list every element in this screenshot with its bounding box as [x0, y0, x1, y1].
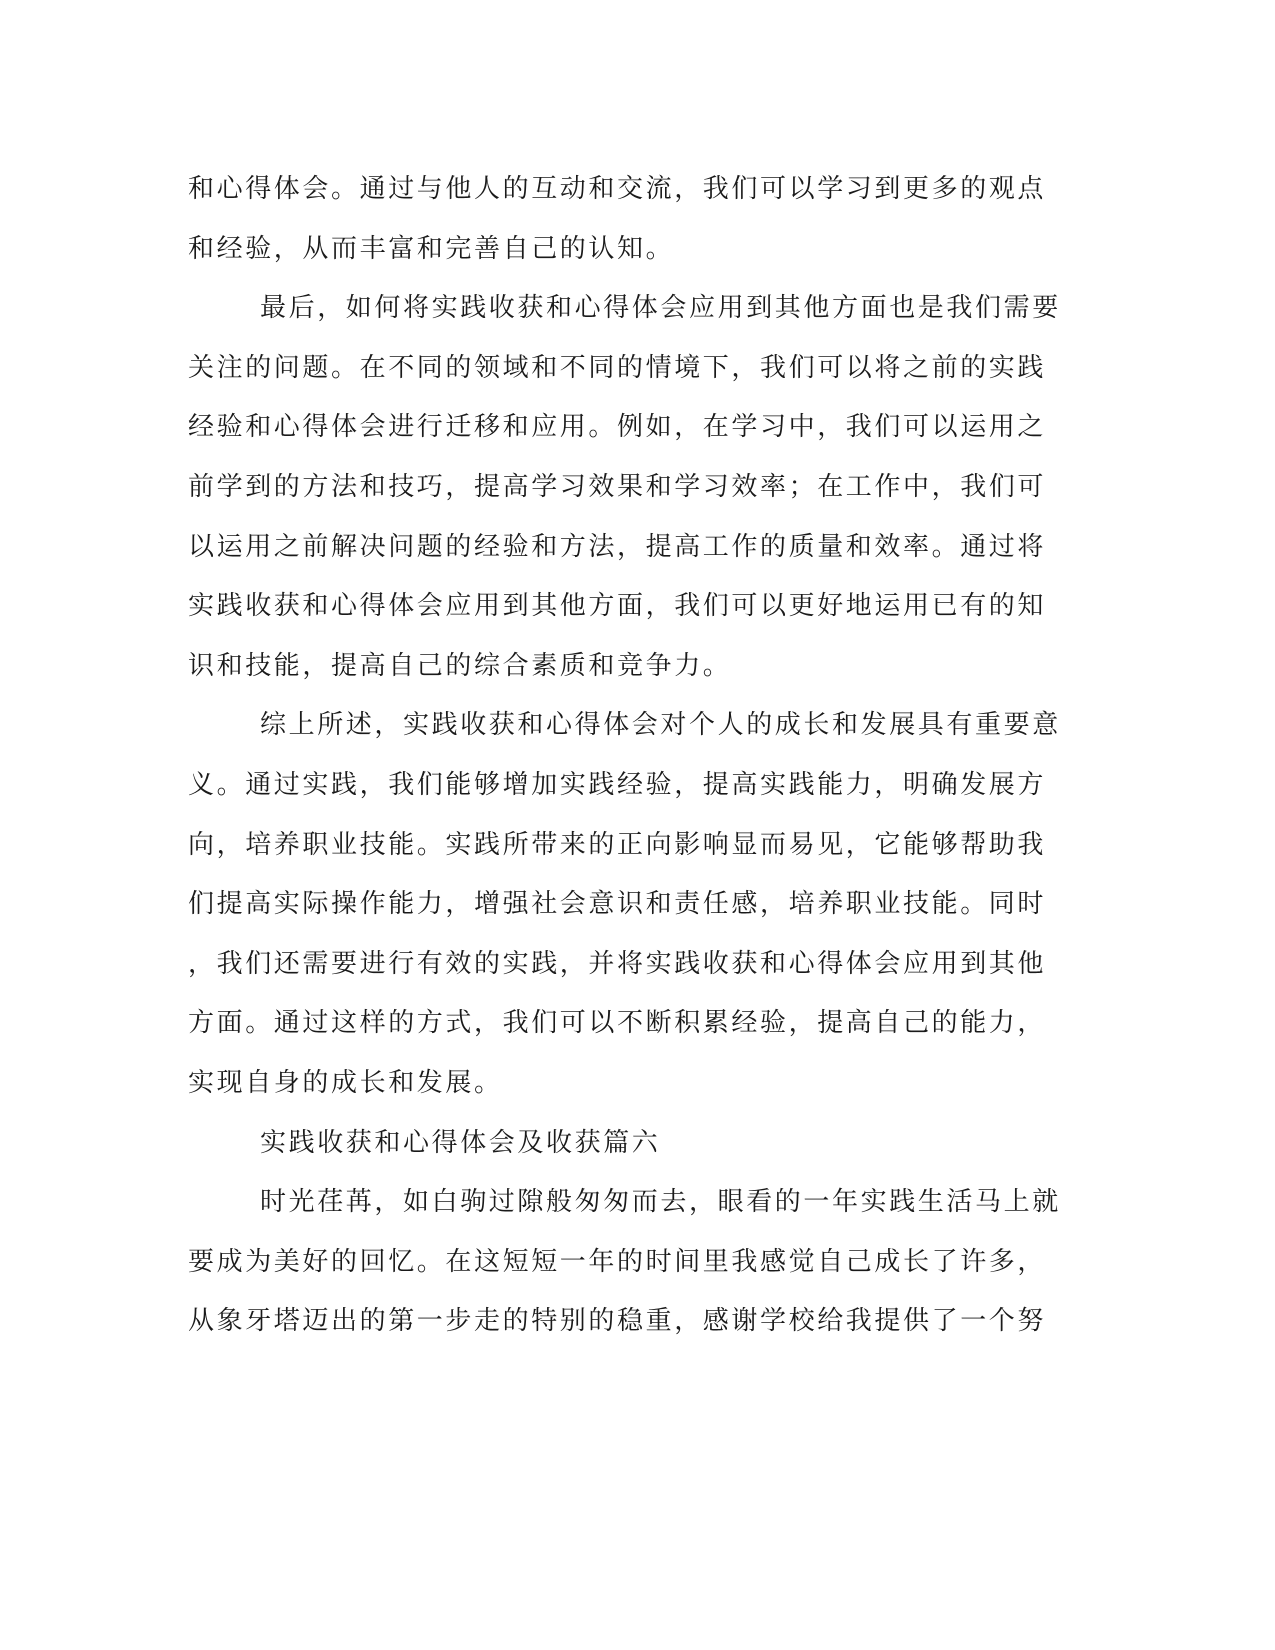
text-line: 们提高实际操作能力，增强社会意识和责任感，培养职业技能。同时 — [188, 889, 1047, 920]
text-line: ，我们还需要进行有效的实践，并将实践收获和心得体会应用到其他 — [188, 948, 1047, 979]
text-line: 方面。通过这样的方式，我们可以不断积累经验，提高自己的能力， — [188, 1008, 1047, 1039]
text-line: 关注的问题。在不同的领域和不同的情境下，我们可以将之前的实践 — [188, 352, 1047, 383]
text-line: 以运用之前解决问题的经验和方法，提高工作的质量和效率。通过将 — [188, 531, 1047, 562]
text-line: 实现自身的成长和发展。 — [188, 1067, 503, 1098]
text-line: 和心得体会。通过与他人的互动和交流，我们可以学习到更多的观点 — [188, 174, 1047, 204]
text-line: 经验和心得体会进行迁移和应用。例如，在学习中，我们可以运用之 — [188, 412, 1047, 443]
text-line: 和经验，从而丰富和完善自己的认知。 — [188, 233, 675, 264]
text-line: 实践收获和心得体会应用到其他方面，我们可以更好地运用已有的知 — [188, 591, 1047, 622]
paragraph-first-line: 最后，如何将实践收获和心得体会应用到其他方面也是我们需要 — [260, 293, 1061, 324]
document-body — [188, 160, 1068, 1352]
section-heading: 实践收获和心得体会及收获篇六 — [260, 1127, 661, 1158]
text-line: 前学到的方法和技巧，提高学习效果和学习效率；在工作中，我们可 — [188, 471, 1047, 502]
text-line: 义。通过实践，我们能够增加实践经验，提高实践能力，明确发展方 — [188, 769, 1047, 800]
text-line: 识和技能，提高自己的综合素质和竞争力。 — [188, 650, 732, 681]
text-line: 从象牙塔迈出的第一步走的特别的稳重，感谢学校给我提供了一个努 — [188, 1306, 1047, 1337]
text-line: 要成为美好的回忆。在这短短一年的时间里我感觉自己成长了许多， — [188, 1246, 1047, 1277]
paragraph-first-line: 综上所述，实践收获和心得体会对个人的成长和发展具有重要意 — [260, 710, 1061, 741]
paragraph-first-line: 时光荏苒，如白驹过隙般匆匆而去，眼看的一年实践生活马上就 — [260, 1187, 1061, 1218]
text-line: 向，培养职业技能。实践所带来的正向影响显而易见，它能够帮助我 — [188, 829, 1047, 860]
